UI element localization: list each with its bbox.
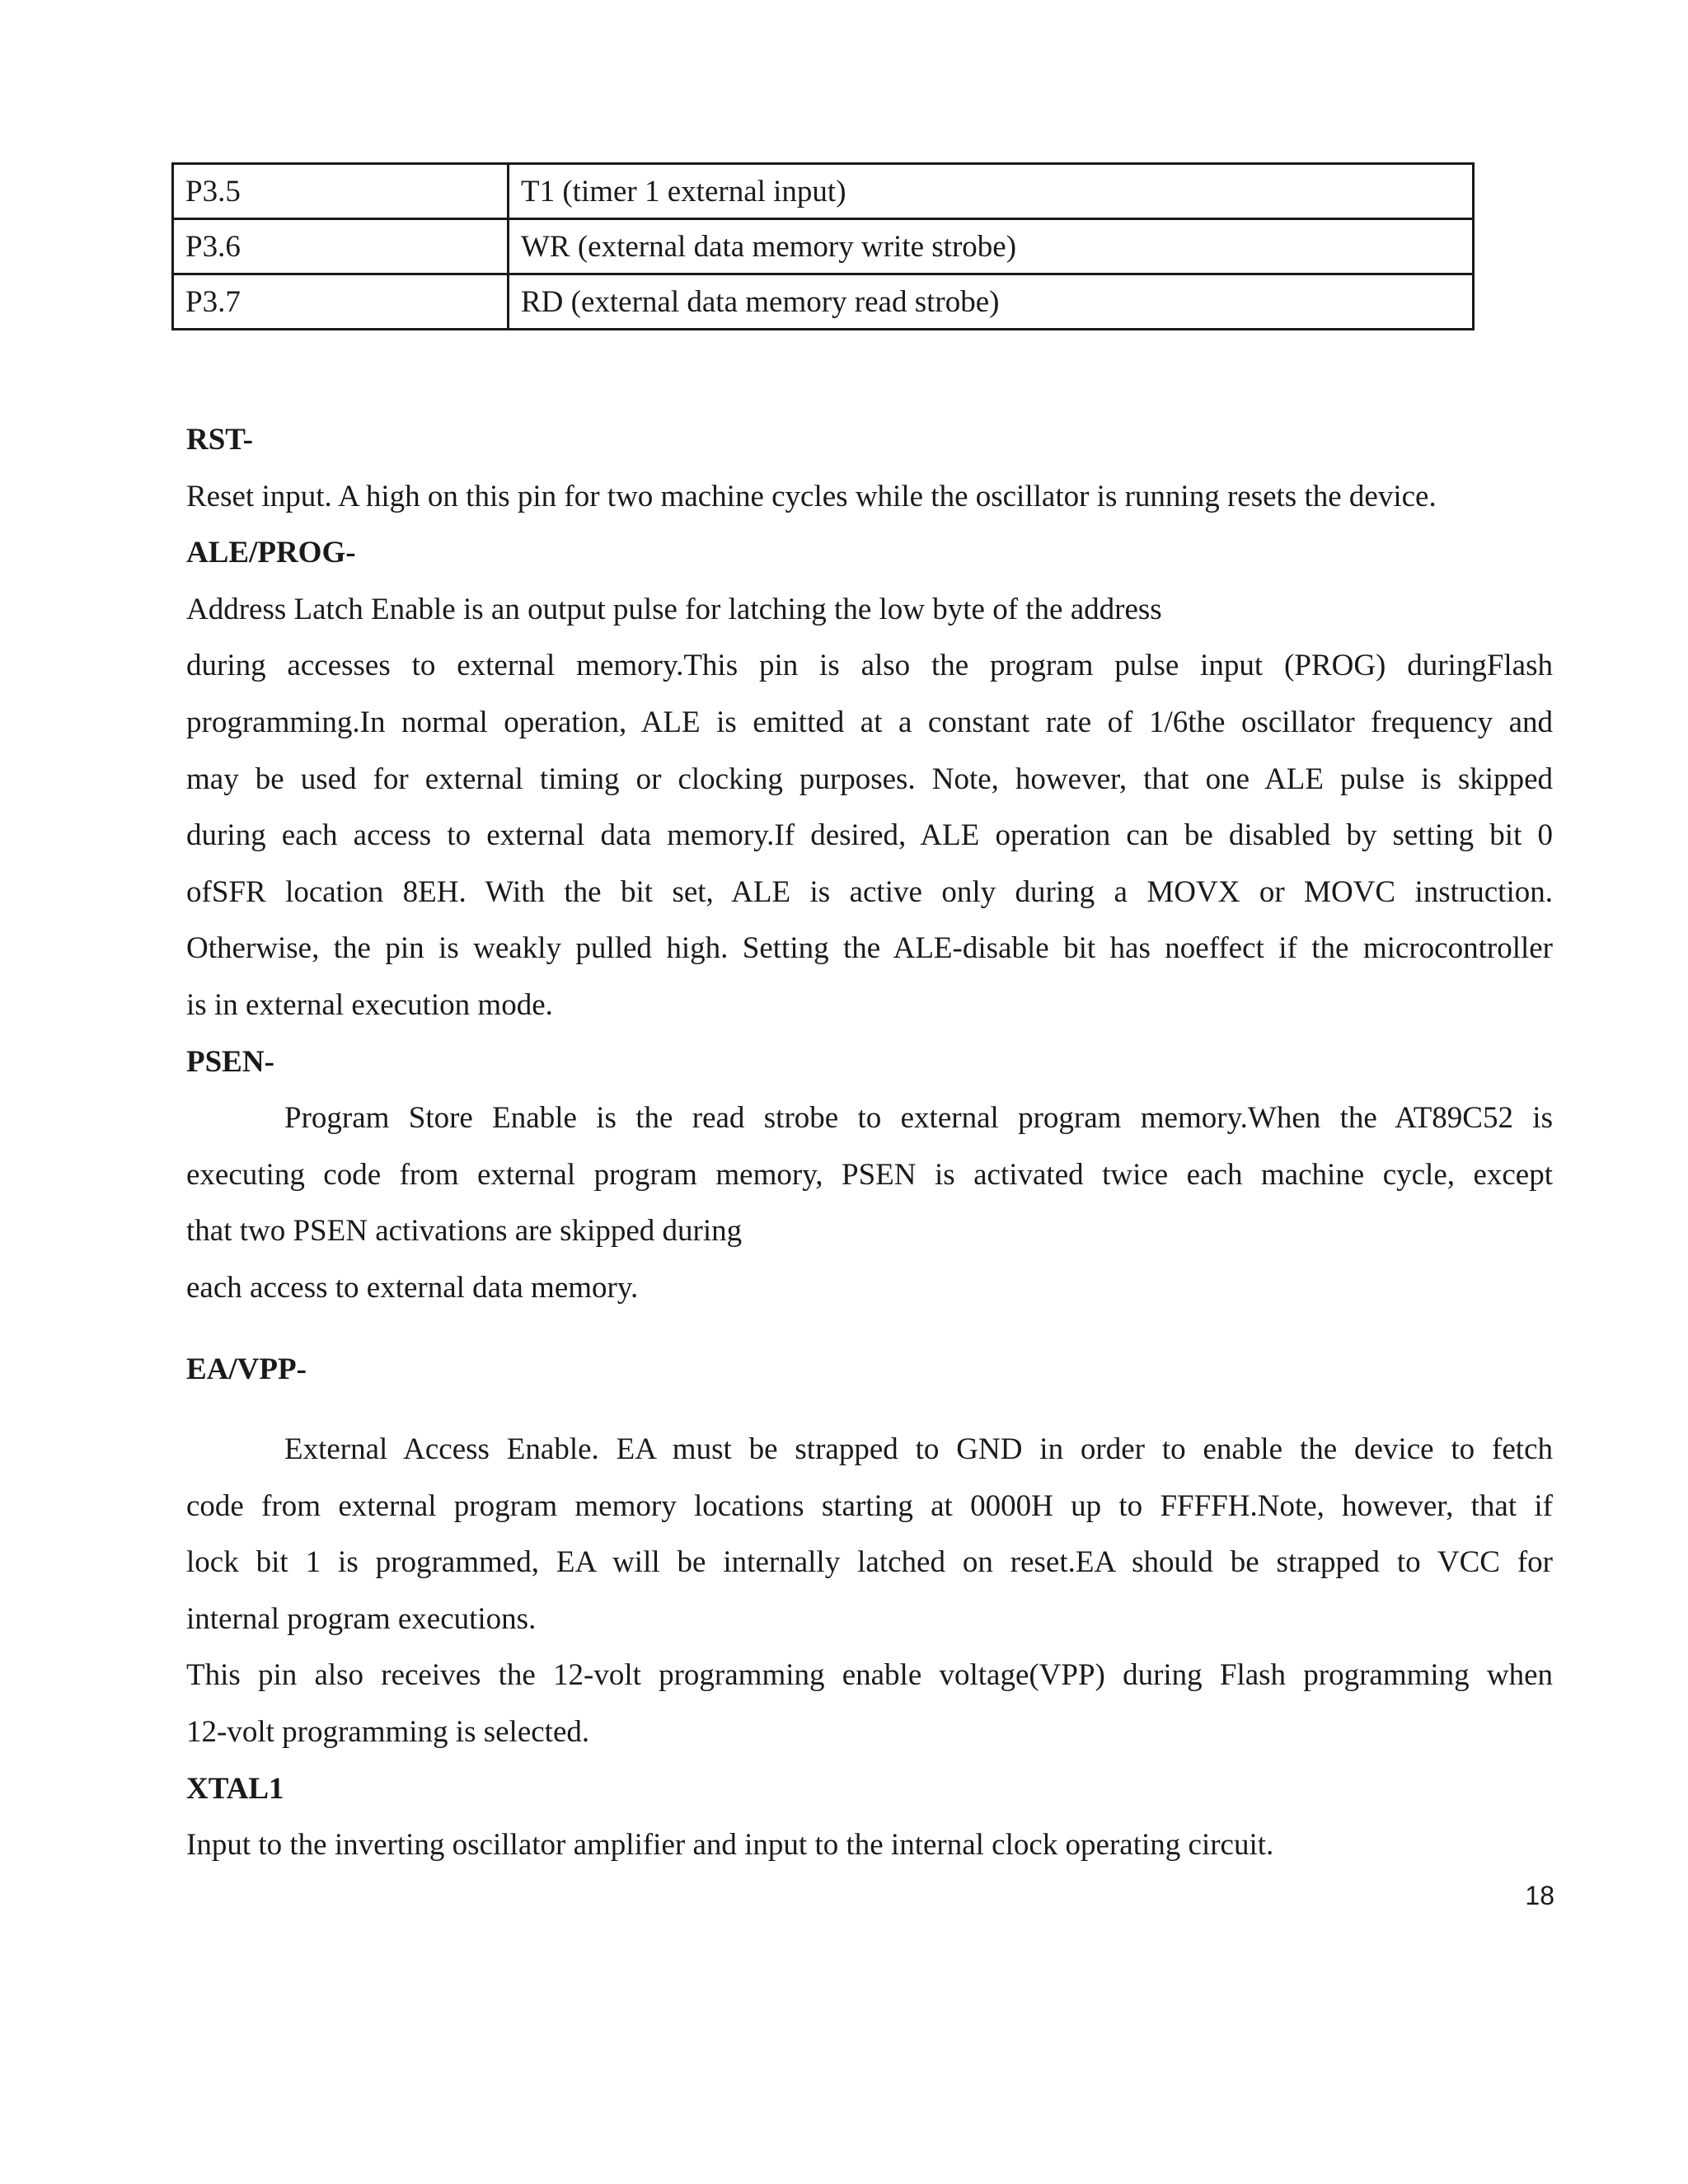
xtal1-heading: XTAL1 xyxy=(186,1771,284,1806)
psen-heading: PSEN- xyxy=(186,1044,274,1079)
paragraph-line: during accesses to external memory.This pin is also the program pulse input (PROG) duringFlash xyxy=(186,649,1553,683)
paragraph-line: This pin also receives the 12-volt programming enable voltage(VPP) during Flash programming when xyxy=(186,1658,1553,1693)
ea-vpp-heading-block xyxy=(186,1342,1553,1399)
paragraph-line: ofSFR location 8EH. With the bit set, ALE is active only during a MOVX or MOVC instruction. xyxy=(186,874,1553,909)
paragraph-line: is in external execution mode. xyxy=(186,987,553,1022)
ale-prog-heading: ALE/PROG- xyxy=(186,536,356,570)
paragraph-line: Otherwise, the pin is weakly pulled high. Setting the ALE-disable bit has noeffect if the microcontroller xyxy=(186,931,1553,966)
paragraph-line: each access to external data memory. xyxy=(186,1270,639,1305)
paragraph-line: code from external program memory locations starting at 0000H up to FFFFH.Note, however, that if xyxy=(186,1488,1553,1523)
ea-vpp-description xyxy=(186,1422,1553,1761)
psen-description xyxy=(186,1090,1553,1316)
paragraph-line: External Access Enable. EA must be strapped to GND in order to enable the device to fetch xyxy=(284,1432,1553,1466)
xtal1-description xyxy=(186,1817,1553,1874)
paragraph-line: 12-volt programming is selected. xyxy=(186,1714,590,1749)
paragraph-line: that two PSEN activations are skipped during xyxy=(186,1214,743,1249)
pin-cell: P3.7 xyxy=(173,274,509,330)
table-row xyxy=(173,164,1474,219)
port3-pin-table xyxy=(171,162,1475,330)
paragraph-line: Address Latch Enable is an output pulse for latching the low byte of the address xyxy=(186,592,1162,626)
pin-descriptions-top xyxy=(186,412,1553,1317)
function-cell: WR (external data memory write strobe) xyxy=(509,219,1474,274)
paragraph-line: Program Store Enable is the read strobe to external program memory.When the AT89C52 is xyxy=(284,1101,1553,1136)
function-cell: T1 (timer 1 external input) xyxy=(509,164,1474,219)
paragraph-line: executing code from external program memory, PSEN is activated twice each machine cycle, except xyxy=(186,1157,1553,1192)
ale-prog-description xyxy=(186,582,1553,1034)
paragraph-line: programming.In normal operation, ALE is emitted at a constant rate of 1/6the oscillator frequency and xyxy=(186,705,1553,739)
paragraph-line: may be used for external timing or clocking purposes. Note, however, that one ALE pulse is skipped xyxy=(186,762,1553,796)
paragraph-line: during each access to external data memory.If desired, ALE operation can be disabled by setting bit 0 xyxy=(186,818,1553,853)
paragraph-line: lock bit 1 is programmed, EA will be internally latched on reset.EA should be strapped to VCC for xyxy=(186,1545,1553,1580)
pin-cell: P3.5 xyxy=(173,164,509,219)
ea-vpp-heading: EA/VPP- xyxy=(186,1352,307,1386)
rst-description xyxy=(186,469,1553,526)
page-number: 18 xyxy=(1525,1881,1554,1910)
paragraph-line: Input to the inverting oscillator amplifier and input to the internal clock operating circuit. xyxy=(186,1828,1274,1863)
paragraph-line: Reset input. A high on this pin for two machine cycles while the oscillator is running resets the device. xyxy=(186,479,1437,513)
pin-descriptions-bottom xyxy=(186,1422,1553,1874)
pin-cell: P3.6 xyxy=(173,219,509,274)
rst-heading: RST- xyxy=(186,423,253,457)
table-row xyxy=(173,274,1474,330)
function-cell: RD (external data memory read strobe) xyxy=(509,274,1474,330)
table-row xyxy=(173,219,1474,274)
paragraph-line: internal program executions. xyxy=(186,1601,537,1636)
